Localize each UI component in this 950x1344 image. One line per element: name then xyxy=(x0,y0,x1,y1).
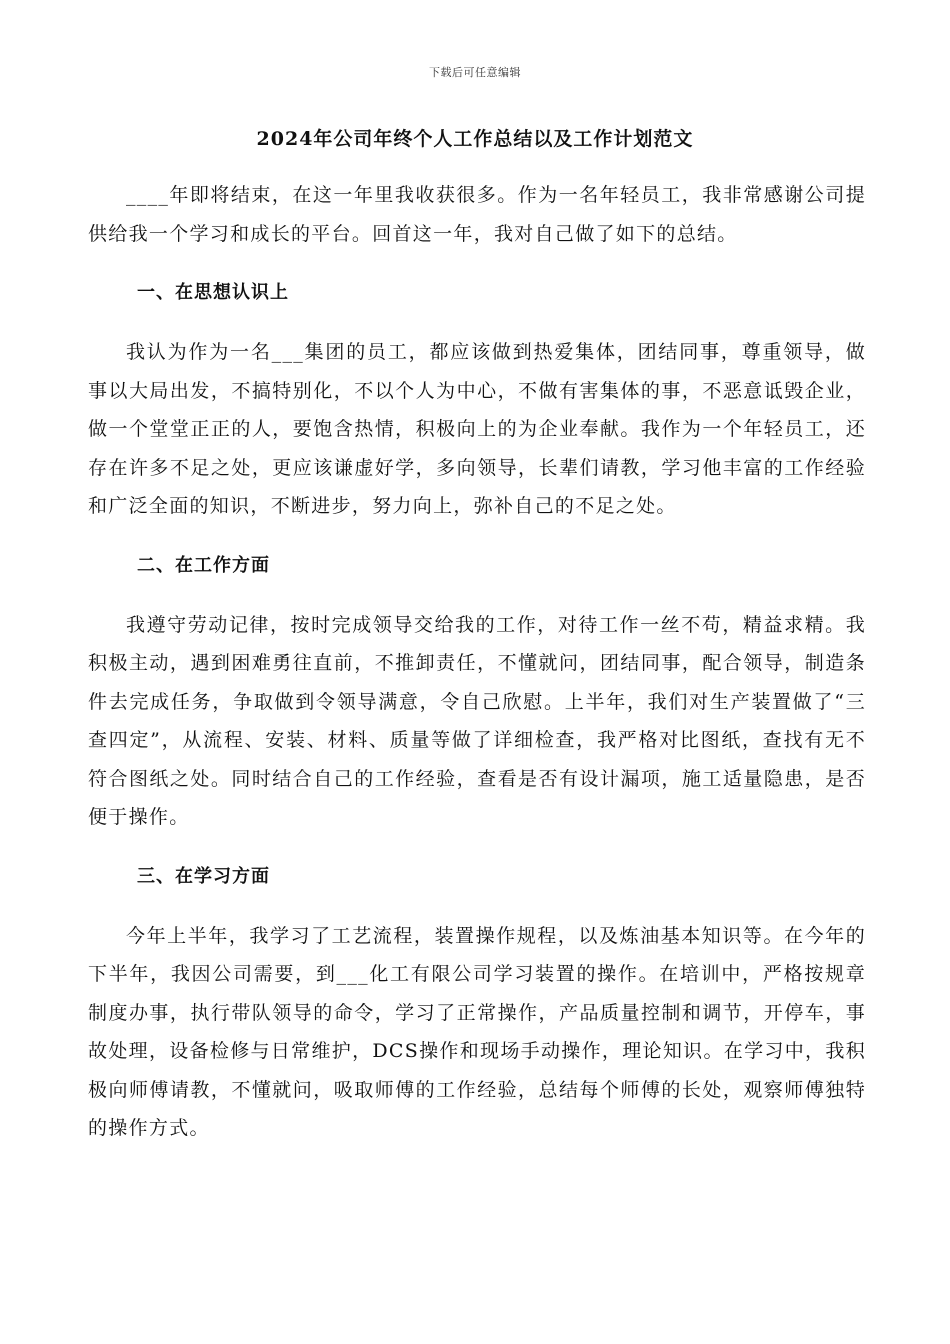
section-heading-study: 三、在学习方面 xyxy=(137,865,270,887)
section-paragraph-study: 今年上半年，我学习了工艺流程，装置操作规程，以及炼油基本知识等。在今年的下半年，我因公司需要，到___化工有限公司学习装置的操作。在培训中，严格按规章制度办事，执行带队领导的命令，学习了正常操作，产品质量控制和调节，开停车，事故处理，设备检修与日常维护，DCS操作和现场手动操作，理论知识。在学习中，我积极向师傅请教，不懂就问，吸取师傅的工作经验，总结每个师傅的长处，观察师傅独特的操作方式。 xyxy=(88,924,866,1139)
document-title: 2024年公司年终个人工作总结以及工作计划范文 xyxy=(256,128,694,150)
intro-paragraph: ____年即将结束，在这一年里我收获很多。作为一名年轻员工，我非常感谢公司提供给我一个学习和成长的平台。回首这一年，我对自己做了如下的总结。 xyxy=(88,184,866,245)
page-header: 下载后可任意编辑 xyxy=(429,66,521,79)
section-heading-work: 二、在工作方面 xyxy=(137,554,270,576)
section-paragraph-work: 我遵守劳动记律，按时完成领导交给我的工作，对待工作一丝不苟，精益求精。我积极主动，遇到困难勇往直前，不推卸责任，不懂就问，团结同事，配合领导，制造条件去完成任务，争取做到令领导满意，令自己欣慰。上半年，我们对生产装置做了“三查四定”，从流程、安装、材料、质量等做了详细检查，我严格对比图纸，查找有无不符合图纸之处。同时结合自己的工作经验，查看是否有设计漏项，施工适量隐患，是否便于操作。 xyxy=(88,613,866,828)
section-paragraph-thought: 我认为作为一名___集团的员工，都应该做到热爱集体，团结同事，尊重领导，做事以大局出发，不搞特别化，不以个人为中心，不做有害集体的事，不恶意诋毁企业，做一个堂堂正正的人，要饱含热情，积极向上的为企业奉献。我作为一个年轻员工，还存在许多不足之处，更应该谦虚好学，多向领导，长辈们请教，学习他丰富的工作经验和广泛全面的知识，不断进步，努力向上，弥补自己的不足之处。 xyxy=(88,341,866,517)
document-body xyxy=(88,176,866,1148)
section-heading-thought: 一、在思想认识上 xyxy=(137,282,289,303)
